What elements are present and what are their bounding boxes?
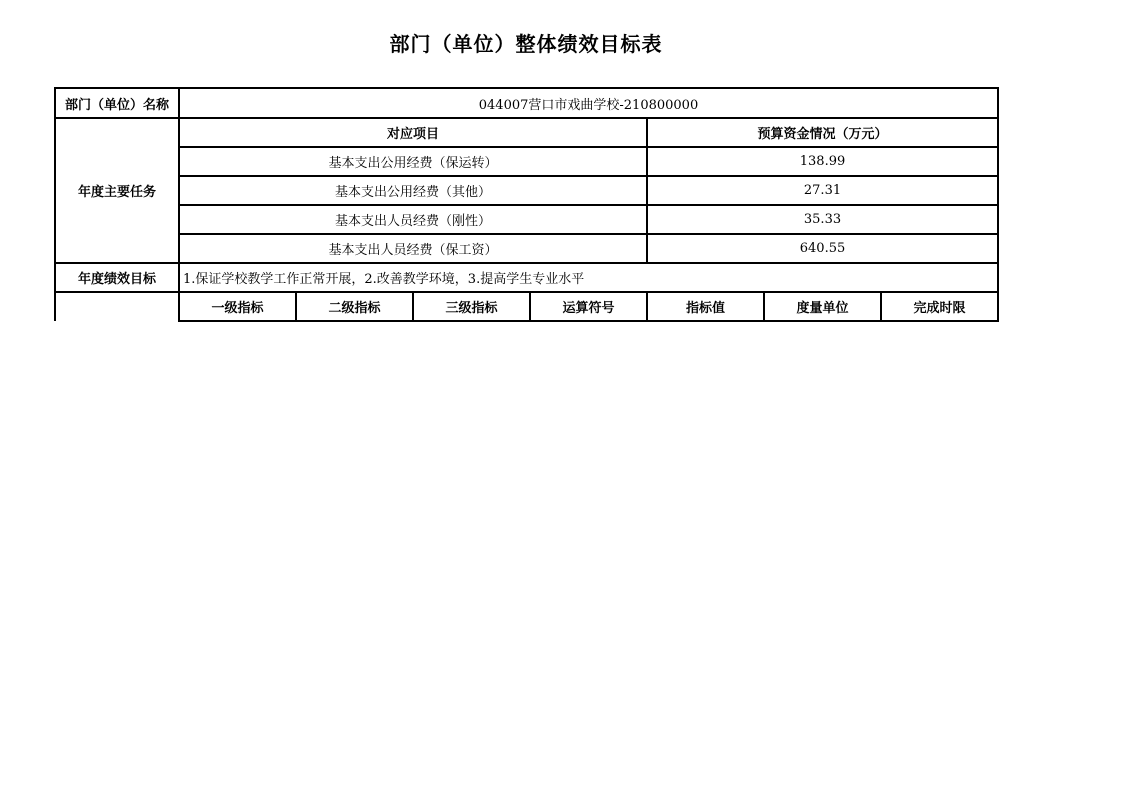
- performance-goal-table: [54, 87, 999, 322]
- task-project: 基本支出公用经费（其他）: [179, 176, 647, 205]
- task-row: [55, 234, 998, 263]
- indicator-header-deadline: 完成时限: [881, 292, 998, 321]
- unit-name-label: 部门（单位）名称: [55, 88, 179, 118]
- indicator-header-unit: 度量单位: [764, 292, 881, 321]
- indicator-header-value: 指标值: [647, 292, 764, 321]
- task-row: [55, 205, 998, 234]
- indicator-header-level2: 二级指标: [296, 292, 413, 321]
- indicator-section-label: [55, 292, 179, 321]
- indicator-header-level1: 一级指标: [179, 292, 296, 321]
- unit-name-row: [55, 88, 998, 118]
- performance-goal-value: 1.保证学校教学工作正常开展，2.改善教学环境，3.提高学生专业水平: [179, 263, 998, 292]
- indicator-header-operator: 运算符号: [530, 292, 647, 321]
- project-column-header: 对应项目: [179, 118, 647, 147]
- task-budget: 640.55: [647, 234, 998, 263]
- task-project: 基本支出人员经费（刚性）: [179, 205, 647, 234]
- task-project: 基本支出公用经费（保运转）: [179, 147, 647, 176]
- performance-goal-label: 年度绩效目标: [55, 263, 179, 292]
- unit-name-value: 044007营口市戏曲学校-210800000: [179, 88, 998, 118]
- indicator-header-row: [55, 292, 998, 321]
- task-budget: 138.99: [647, 147, 998, 176]
- task-project: 基本支出人员经费（保工资）: [179, 234, 647, 263]
- task-budget: 35.33: [647, 205, 998, 234]
- indicator-header-level3: 三级指标: [413, 292, 530, 321]
- task-row: [55, 176, 998, 205]
- task-header-row: [55, 118, 998, 147]
- budget-column-header: 预算资金情况（万元）: [647, 118, 998, 147]
- task-row: [55, 147, 998, 176]
- task-budget: 27.31: [647, 176, 998, 205]
- page-title: 部门（单位）整体绩效目标表: [389, 32, 663, 56]
- performance-goal-row: [55, 263, 998, 292]
- annual-tasks-label: 年度主要任务: [55, 118, 179, 263]
